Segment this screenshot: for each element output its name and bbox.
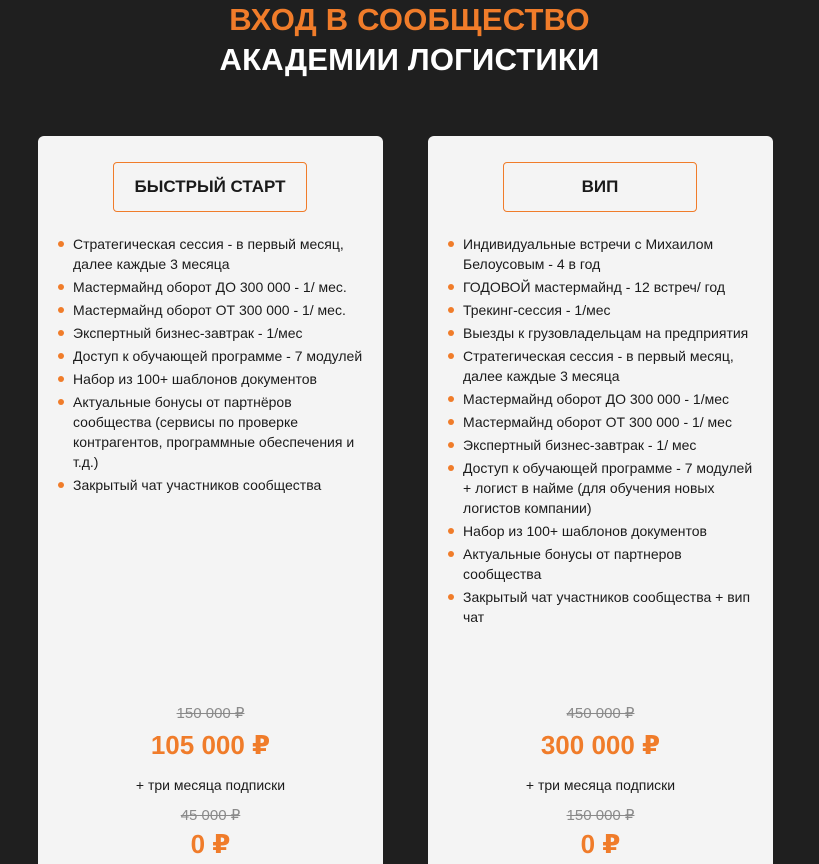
subscription-note: + три месяца подписки [525, 777, 676, 793]
old-subscription-price: 45 000 ₽ [180, 807, 241, 824]
feature-text: Набор из 100+ шаблонов документов [73, 371, 317, 387]
feature-text: Актуальные бонусы от партнеров сообщества [463, 546, 682, 582]
feature-item [58, 392, 373, 472]
feature-item [58, 300, 373, 320]
bullet-dot-icon [58, 353, 64, 359]
bullet-dot-icon [448, 330, 454, 336]
bullet-dot-icon [448, 284, 454, 290]
bullet-dot-icon [448, 465, 454, 471]
feature-text: Мастермайнд оборот ОТ 300 000 - 1/ мес [463, 414, 732, 430]
bullet-dot-icon [448, 528, 454, 534]
feature-item [448, 277, 763, 297]
feature-item [58, 475, 373, 495]
subscription-price: 0 ₽ [190, 829, 231, 859]
bullet-dot-icon [58, 284, 64, 290]
feature-text: Доступ к обучающей программе - 7 модулей [73, 348, 363, 364]
feature-item [448, 346, 763, 386]
feature-text: Мастермайнд оборот ДО 300 000 - 1/ мес. [73, 279, 347, 295]
feature-item [448, 300, 763, 320]
bullet-dot-icon [58, 399, 64, 405]
feature-item [448, 323, 763, 343]
current-price: 300 000 ₽ [540, 730, 661, 760]
feature-item [448, 435, 763, 455]
feature-item [448, 521, 763, 541]
subscription-price: 0 ₽ [580, 829, 621, 859]
feature-text: Мастермайнд оборот ДО 300 000 - 1/мес [463, 391, 730, 407]
page-title-line1: ВХОД В СООБЩЕСТВО [229, 2, 590, 37]
feature-text: Доступ к обучающей программе - 7 модулей + логист в найме (для обучения новых логистов компании) [463, 460, 753, 516]
feature-text: Индивидуальные встречи с Михаилом Белоусовым - 4 в год [463, 236, 714, 272]
bullet-dot-icon [448, 307, 454, 313]
bullet-dot-icon [448, 442, 454, 448]
feature-item [58, 234, 373, 274]
bullet-dot-icon [448, 551, 454, 557]
bullet-dot-icon [58, 330, 64, 336]
old-subscription-price: 150 000 ₽ [566, 807, 635, 824]
plan-features-list [58, 234, 373, 498]
feature-item [448, 412, 763, 432]
plan-features-list [448, 234, 763, 630]
feature-item [448, 389, 763, 409]
bullet-dot-icon [448, 419, 454, 425]
feature-item [448, 234, 763, 274]
feature-text: Набор из 100+ шаблонов документов [463, 523, 707, 539]
feature-item [448, 587, 763, 627]
subscription-note: + три месяца подписки [135, 777, 286, 793]
feature-text: Мастермайнд оборот ОТ 300 000 - 1/ мес. [73, 302, 346, 318]
old-price: 450 000 ₽ [566, 705, 635, 722]
bullet-dot-icon [448, 396, 454, 402]
old-price: 150 000 ₽ [176, 705, 245, 722]
feature-text: ГОДОВОЙ мастермайнд - 12 встреч/ год [463, 279, 726, 295]
plan-button-fast-start[interactable]: БЫСТРЫЙ СТАРТ [113, 162, 307, 212]
feature-text: Экспертный бизнес-завтрак - 1/мес [73, 325, 303, 341]
plan-card-vip [428, 136, 773, 864]
bullet-dot-icon [448, 594, 454, 600]
current-price: 105 000 ₽ [150, 730, 271, 760]
feature-text: Закрытый чат участников сообщества + вип чат [463, 589, 751, 625]
bullet-dot-icon [58, 307, 64, 313]
bullet-dot-icon [448, 241, 454, 247]
feature-text: Закрытый чат участников сообщества [73, 477, 322, 493]
feature-text: Стратегическая сессия - в первый месяц, далее каждые 3 месяца [73, 236, 344, 272]
feature-text: Стратегическая сессия - в первый месяц, далее каждые 3 месяца [463, 348, 734, 384]
feature-item [448, 544, 763, 584]
bullet-dot-icon [58, 482, 64, 488]
feature-text: Актуальные бонусы от партнёров сообщества (сервисы по проверке контрагентов, программные обеспечения и т.д.) [73, 394, 355, 470]
feature-text: Выезды к грузовладельцам на предприятия [463, 325, 749, 341]
feature-text: Экспертный бизнес-завтрак - 1/ мес [463, 437, 697, 453]
feature-item [448, 458, 763, 518]
feature-item [58, 323, 373, 343]
plan-card-fast-start [38, 136, 383, 864]
feature-item [58, 369, 373, 389]
feature-item [58, 277, 373, 297]
bullet-dot-icon [58, 376, 64, 382]
plan-button-vip[interactable]: ВИП [503, 162, 697, 212]
bullet-dot-icon [448, 353, 454, 359]
bullet-dot-icon [58, 241, 64, 247]
feature-text: Трекинг-сессия - 1/мес [463, 302, 611, 318]
page-title-line2: АКАДЕМИИ ЛОГИСТИКИ [219, 42, 600, 77]
feature-item [58, 346, 373, 366]
